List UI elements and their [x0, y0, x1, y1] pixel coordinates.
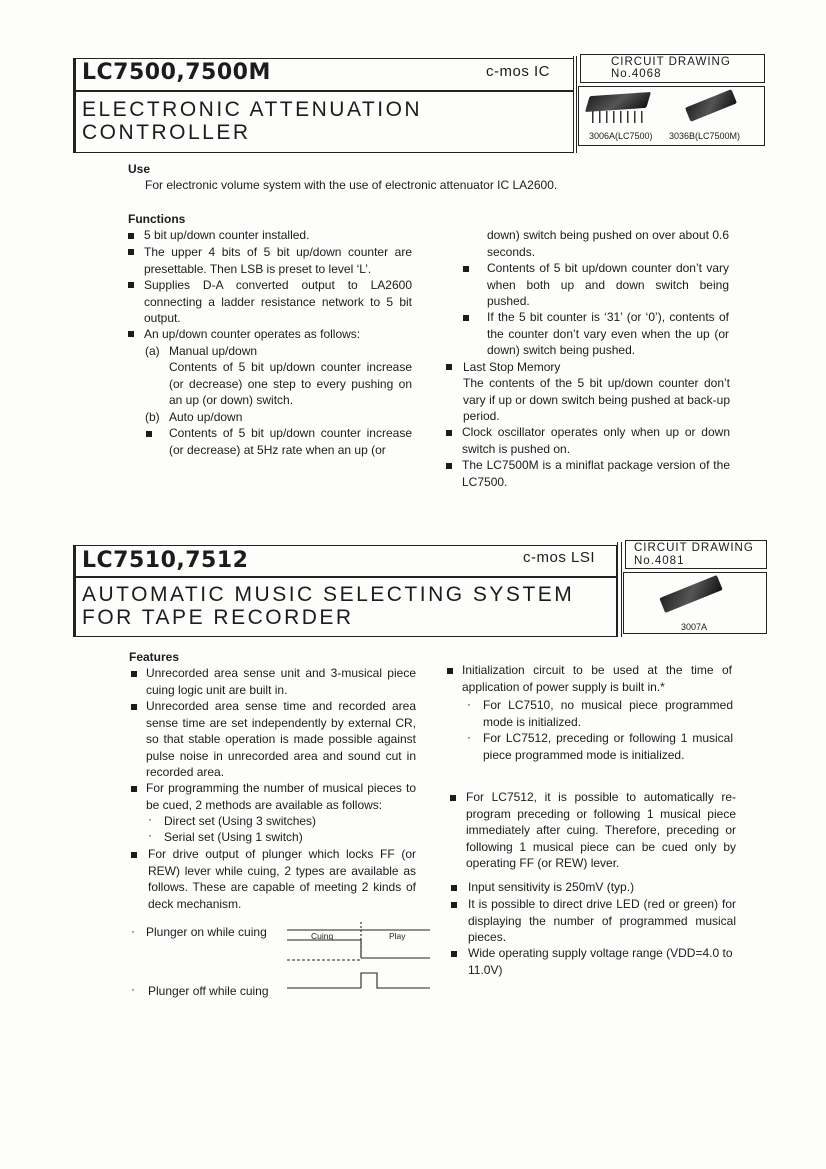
feature-right-2: For LC7512, it is possible to automatically re-program preceding or following 1 musical piece immediately after cuing. Therefore, preceding or following 1 musical piece can be cued only by operating FF (or REW) lever.	[466, 790, 736, 870]
right-item-5: Clock oscillator operates only when up or down switch is pushed on.	[462, 425, 730, 456]
cuing-label: Cuing	[311, 931, 334, 941]
bullet	[128, 331, 134, 337]
features-heading: Features	[129, 650, 180, 664]
package-label-3006a: 3006A(LC7500)	[589, 131, 653, 141]
circuit-drawing-label-2: CIRCUIT DRAWING	[634, 542, 754, 554]
bullet	[451, 885, 457, 891]
bullet	[446, 364, 452, 370]
title-2-line1: AUTOMATIC MUSIC SELECTING SYSTEM	[82, 583, 575, 606]
part-number-1: LC7500,7500M	[82, 60, 271, 85]
feature-item-2: Unrecorded area sense time and recorded area sense time are set independently by external CR, so that stable operation is made possible against pulse noise in unrecorded area and sound cut in recorded area.	[146, 699, 416, 779]
right-item-3: If the 5 bit counter is ‘31’ (or ‘0’), contents of the counter don’t vary even when the up (or down) switch being pushed.	[487, 310, 729, 357]
plunger-off-label: Plunger off while cuing	[148, 984, 269, 998]
bullet	[451, 951, 457, 957]
bullet	[463, 315, 469, 321]
bullet	[146, 431, 152, 437]
item-a-label: (a)	[145, 344, 160, 358]
feature-item-4: For drive output of plunger which locks FF (or REW) lever while cuing, 2 types are available as follows. These are capable of meeting 2 kinds of deck mechanism.	[148, 847, 416, 911]
use-text: For electronic volume system with the use of electronic attenuator IC LA2600.	[145, 178, 558, 192]
bullet	[128, 233, 134, 239]
bullet	[451, 902, 457, 908]
title-2-line2: FOR TAPE RECORDER	[82, 606, 354, 629]
title-1-line1: ELECTRONIC ATTENUATION	[82, 98, 423, 121]
circuit-drawing-no-1: No.4068	[611, 68, 662, 80]
right-item-6: The LC7500M is a miniflat package version of the LC7500.	[462, 458, 730, 489]
bullet	[463, 266, 469, 272]
title-1-line2: CONTROLLER	[82, 121, 251, 144]
part-number-2: LC7510,7512	[82, 548, 249, 573]
bullet	[446, 430, 452, 436]
circuit-drawing-label-1: CIRCUIT DRAWING	[611, 56, 731, 68]
title-2	[82, 583, 574, 629]
feature-item-3: For programming the number of musical pieces to be cued, 2 methods are available as follows:	[146, 781, 416, 812]
item-a-text: Contents of 5 bit up/down counter increase (or decrease) one step to every pushing on an up (or down) switch.	[169, 360, 412, 407]
bullet	[131, 786, 137, 792]
feature-right-1: Initialization circuit to be used at the time of application of power supply is built in.*	[462, 663, 732, 694]
timing-off	[287, 973, 430, 988]
item-a-title: Manual up/down	[169, 344, 258, 358]
divider-2	[617, 542, 622, 637]
function-item-4: An up/down counter operates as follows:	[144, 327, 361, 341]
feature-item-3a: Direct set (Using 3 switches)	[164, 814, 317, 828]
function-item-2: The upper 4 bits of 5 bit up/down counter are presettable. Then LSB is preset to level ‘L’.	[144, 245, 412, 276]
chip-pins-3006a	[592, 111, 648, 123]
feature-right-1b: For LC7512, preceding or following 1 musical piece programmed mode is initialized.	[483, 731, 733, 762]
item-b-text: Contents of 5 bit up/down counter increase (or decrease) at 5Hz rate when an up (or	[169, 426, 412, 457]
use-heading: Use	[128, 162, 151, 176]
bullet	[131, 704, 137, 710]
bullet	[447, 668, 453, 674]
bullet	[128, 282, 134, 288]
last-stop-memory-title: Last Stop Memory	[463, 360, 561, 374]
feature-right-4: It is possible to direct drive LED (red or green) for displaying the number of programmed musical pieces.	[468, 897, 736, 944]
functions-heading: Functions	[128, 212, 186, 226]
bullet	[131, 852, 137, 858]
play-label: Play	[389, 931, 406, 941]
right-item-1: down) switch being pushed on over about 0.6 seconds.	[487, 228, 729, 259]
plunger-on-label: Plunger on while cuing	[146, 925, 267, 939]
bullet-dot: ·	[131, 924, 135, 938]
item-b-label: (b)	[145, 410, 160, 424]
package-label-3007a: 3007A	[681, 622, 708, 632]
bullet	[446, 463, 452, 469]
timing-on	[287, 922, 430, 960]
last-stop-memory-text: The contents of the 5 bit up/down counter don’t vary if up or down switch being pushed at back-up period.	[463, 376, 730, 423]
bullet-dot: ·	[467, 697, 471, 711]
bullet-dot: ·	[131, 982, 135, 996]
function-item-1: 5 bit up/down counter installed.	[144, 228, 310, 242]
technology-2: c-mos LSI	[523, 549, 596, 566]
function-item-3: Supplies D-A converted output to LA2600 connecting a ladder resistance network to 5 bit output.	[144, 278, 412, 325]
feature-item-3b: Serial set (Using 1 switch)	[164, 830, 303, 844]
bullet	[131, 671, 137, 677]
plunger-timing-diagram	[285, 918, 435, 993]
bullet	[450, 795, 456, 801]
right-item-2: Contents of 5 bit up/down counter don’t vary when both up and down switch being pushed.	[487, 261, 729, 308]
bullet-dot: ·	[467, 730, 471, 744]
feature-item-1: Unrecorded area sense unit and 3-musical piece cuing logic unit are built in.	[146, 666, 416, 697]
feature-right-5: Wide operating supply voltage range (VDD=4.0 to 11.0V)	[468, 946, 733, 977]
feature-right-1a: For LC7510, no musical piece programmed mode is initialized.	[483, 698, 733, 729]
feature-right-3: Input sensitivity is 250mV (typ.)	[468, 880, 635, 894]
package-label-3036b: 3036B(LC7500M)	[669, 131, 741, 141]
technology-1: c-mos IC	[486, 63, 550, 80]
bullet-dot: ·	[148, 812, 152, 826]
circuit-drawing-no-2: No.4081	[634, 555, 685, 567]
item-b-title: Auto up/down	[169, 410, 243, 424]
title-1	[82, 98, 422, 144]
bullet	[128, 249, 134, 255]
bullet-dot: ·	[148, 828, 152, 842]
